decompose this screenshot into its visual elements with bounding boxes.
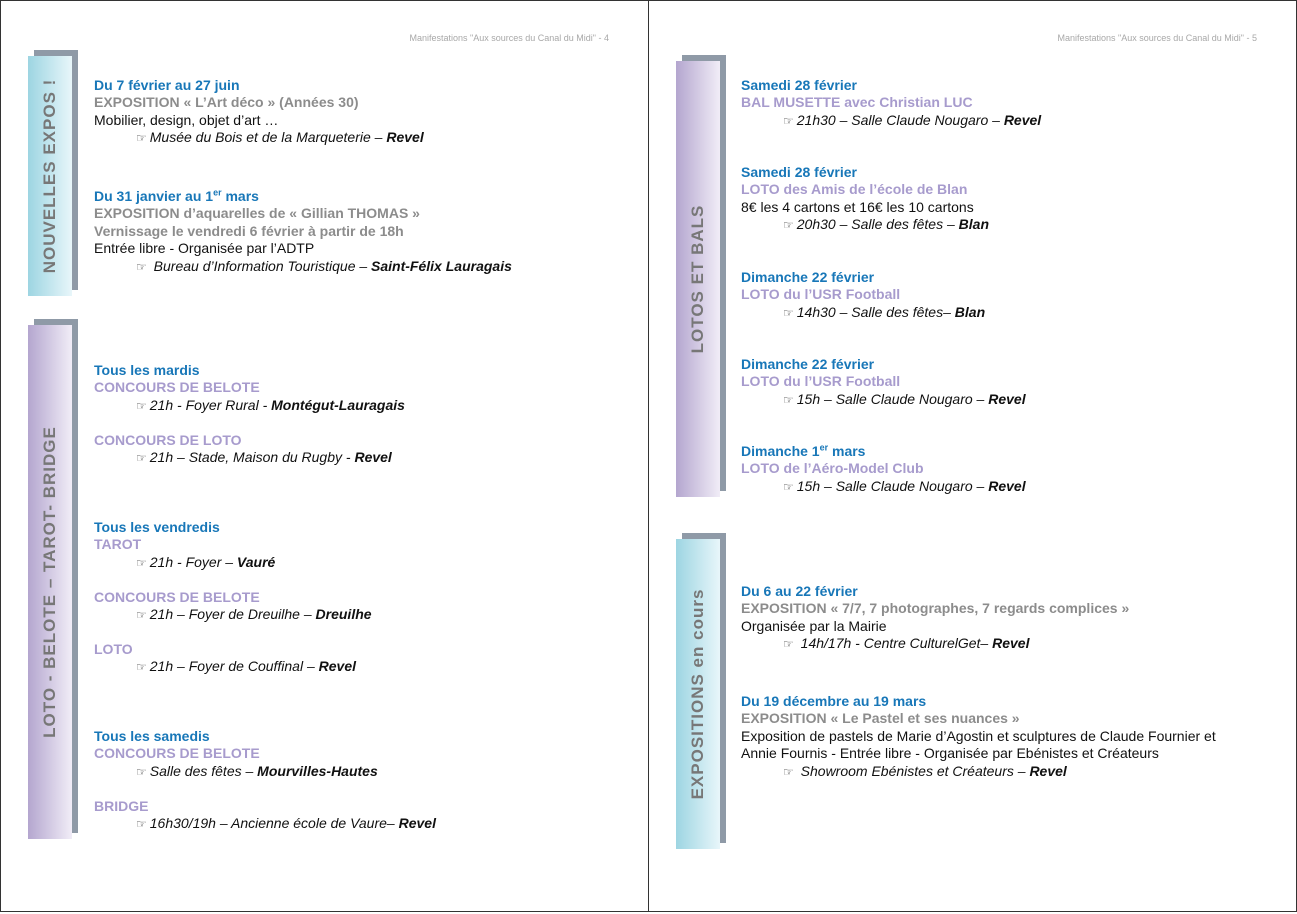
event-date: Du 7 février au 27 juin: [94, 77, 240, 93]
day-heading: Tous les mardis: [94, 362, 200, 378]
event-item: [741, 356, 1026, 409]
event-venue: ☞ Showroom Ebénistes et Créateurs – Revel: [783, 762, 1067, 779]
event-item: [94, 77, 424, 148]
day-group-samedis: [94, 728, 378, 781]
pointing-hand-icon: ☞: [783, 218, 794, 233]
event-item: [94, 641, 356, 677]
pointing-hand-icon: ☞: [136, 259, 147, 274]
pointing-hand-icon: ☞: [783, 764, 794, 779]
event-subtitle: Vernissage le vendredi 6 février à partir de 18h: [94, 222, 404, 239]
event-title: BAL MUSETTE avec Christian LUC: [741, 94, 973, 111]
event-item: [741, 583, 1129, 654]
event-town: Revel: [398, 815, 436, 832]
event-description: Mobilier, design, objet d’art …: [94, 111, 279, 128]
event-title: EXPOSITION « 7/7, 7 photographes, 7 regards complices »: [741, 600, 1130, 617]
event-title: LOTO de l’Aéro-Model Club: [741, 460, 924, 477]
event-date: Dimanche 22 février: [741, 269, 875, 285]
event-item: [741, 269, 985, 322]
event-title: EXPOSITION « L’Art déco » (Années 30): [94, 94, 359, 111]
event-title: EXPOSITION d’aquarelles de « Gillian THOMAS »: [94, 205, 420, 222]
event-venue: ☞ 21h - Foyer – Vauré: [136, 553, 276, 570]
event-item: [741, 77, 1041, 130]
pointing-hand-icon: ☞: [136, 608, 147, 623]
event-title: CONCOURS DE BELOTE: [94, 745, 260, 762]
pointing-hand-icon: ☞: [136, 817, 147, 832]
pointing-hand-icon: ☞: [783, 113, 794, 128]
event-title: CONCOURS DE BELOTE: [94, 379, 260, 396]
event-town: Montégut-Lauragais: [271, 396, 405, 413]
section-band-loto-belote: [28, 319, 80, 843]
event-item: [741, 443, 1026, 496]
event-description: Annie Fournis - Entrée libre - Organisée par Ebénistes et Créateurs: [741, 745, 1159, 762]
event-town: Revel: [988, 477, 1026, 494]
event-town: Revel: [318, 658, 357, 675]
event-title: LOTO des Amis de l’école de Blan: [741, 181, 968, 198]
pointing-hand-icon: ☞: [136, 764, 147, 779]
event-town: Revel: [992, 635, 1030, 652]
section-title: EXPOSITIONS en cours: [688, 588, 707, 800]
pointing-hand-icon: ☞: [783, 479, 794, 494]
event-date: Du 19 décembre au 19 mars: [741, 693, 927, 709]
event-title: EXPOSITION « Le Pastel et ses nuances »: [741, 710, 1020, 727]
event-town: Blan: [954, 303, 986, 320]
event-town: Revel: [1003, 111, 1042, 128]
event-item: [741, 164, 989, 235]
section-title: LOTOS ET BALS: [688, 204, 707, 354]
event-title: CONCOURS DE BELOTE: [94, 589, 260, 605]
event-venue: ☞ Salle des fêtes – Mourvilles-Hautes: [136, 762, 378, 779]
event-venue: ☞ Musée du Bois et de la Marqueterie – Revel: [136, 129, 424, 146]
event-town: Revel: [386, 129, 424, 146]
page-header: Manifestations "Aux sources du Canal du Midi" - 5: [1057, 33, 1257, 43]
event-item: [94, 432, 392, 468]
event-town: Vauré: [236, 553, 276, 570]
event-town: Revel: [1029, 762, 1067, 779]
event-date: Dimanche 1er mars: [741, 442, 866, 459]
event-title: BRIDGE: [94, 798, 149, 814]
event-description: 8€ les 4 cartons et 16€ les 10 cartons: [741, 198, 974, 215]
event-venue: ☞ 16h30/19h – Ancienne école de Vaure– Revel: [136, 815, 436, 832]
section-title: NOUVELLES EXPOS !: [40, 78, 59, 274]
event-venue: ☞ 14h30 – Salle des fêtes– Blan: [783, 303, 986, 320]
pointing-hand-icon: ☞: [783, 637, 794, 652]
day-heading: Tous les samedis: [94, 728, 210, 744]
day-heading: Tous les vendredis: [94, 519, 220, 535]
right-page: [648, 0, 1297, 912]
event-venue: ☞ Bureau d’Information Touristique – Saint-Félix Lauragais: [136, 257, 512, 274]
event-town: Blan: [958, 216, 990, 233]
pointing-hand-icon: ☞: [136, 131, 147, 146]
section-band-expositions: [676, 533, 728, 851]
page-header: Manifestations "Aux sources du Canal du Midi" - 4: [409, 33, 609, 43]
event-description: Entrée libre - Organisée par l’ADTP: [94, 240, 315, 257]
event-town: Saint-Félix Lauragais: [371, 257, 512, 274]
event-venue: ☞ 21h - Foyer Rural - Montégut-Lauragais: [136, 396, 405, 413]
pointing-hand-icon: ☞: [136, 555, 147, 570]
event-item: [94, 188, 512, 276]
event-venue: ☞ 20h30 – Salle des fêtes – Blan: [783, 216, 990, 233]
event-town: Revel: [988, 390, 1026, 407]
left-page: [0, 0, 649, 912]
event-venue: ☞ 21h – Foyer de Dreuilhe – Dreuilhe: [136, 606, 372, 623]
pointing-hand-icon: ☞: [136, 398, 147, 413]
event-item: [94, 798, 436, 834]
event-title: LOTO: [94, 641, 133, 657]
event-venue: ☞ 21h – Stade, Maison du Rugby - Revel: [136, 449, 392, 466]
pointing-hand-icon: ☞: [783, 305, 794, 320]
event-town: Mourvilles-Hautes: [257, 762, 378, 779]
event-date: Du 6 au 22 février: [741, 583, 858, 599]
event-date: Samedi 28 février: [741, 164, 857, 180]
event-venue: ☞ 21h30 – Salle Claude Nougaro – Revel: [783, 111, 1042, 128]
event-title: LOTO du l’USR Football: [741, 373, 901, 390]
event-title: CONCOURS DE LOTO: [94, 432, 242, 448]
event-venue: ☞ 21h – Foyer de Couffinal – Revel: [136, 658, 357, 675]
event-item: [741, 693, 1216, 781]
event-date: Samedi 28 février: [741, 77, 857, 93]
event-date: Dimanche 22 février: [741, 356, 875, 372]
day-group-mardis: [94, 362, 405, 415]
event-title: LOTO du l’USR Football: [741, 286, 901, 303]
pointing-hand-icon: ☞: [783, 392, 794, 407]
event-venue: ☞ 14h/17h - Centre CulturelGet– Revel: [783, 635, 1030, 652]
event-town: Revel: [354, 449, 392, 466]
event-item: [94, 589, 372, 625]
section-band-nouvelles-expos: [28, 50, 80, 298]
event-date: Du 31 janvier au 1er mars: [94, 187, 259, 204]
event-description: Exposition de pastels de Marie d’Agostin et sculptures de Claude Fournier et: [741, 727, 1216, 744]
pointing-hand-icon: ☞: [136, 451, 147, 466]
section-title: LOTO - BELOTE – TAROT- BRIDGE: [40, 426, 59, 738]
section-band-lotos-bals: [676, 55, 728, 501]
pointing-hand-icon: ☞: [136, 660, 147, 675]
day-group-vendredis: [94, 519, 275, 572]
event-town: Dreuilhe: [315, 606, 372, 623]
event-venue: ☞ 15h – Salle Claude Nougaro – Revel: [783, 477, 1026, 494]
event-venue: ☞ 15h – Salle Claude Nougaro – Revel: [783, 390, 1026, 407]
event-title: TAROT: [94, 536, 142, 553]
event-description: Organisée par la Mairie: [741, 617, 887, 634]
